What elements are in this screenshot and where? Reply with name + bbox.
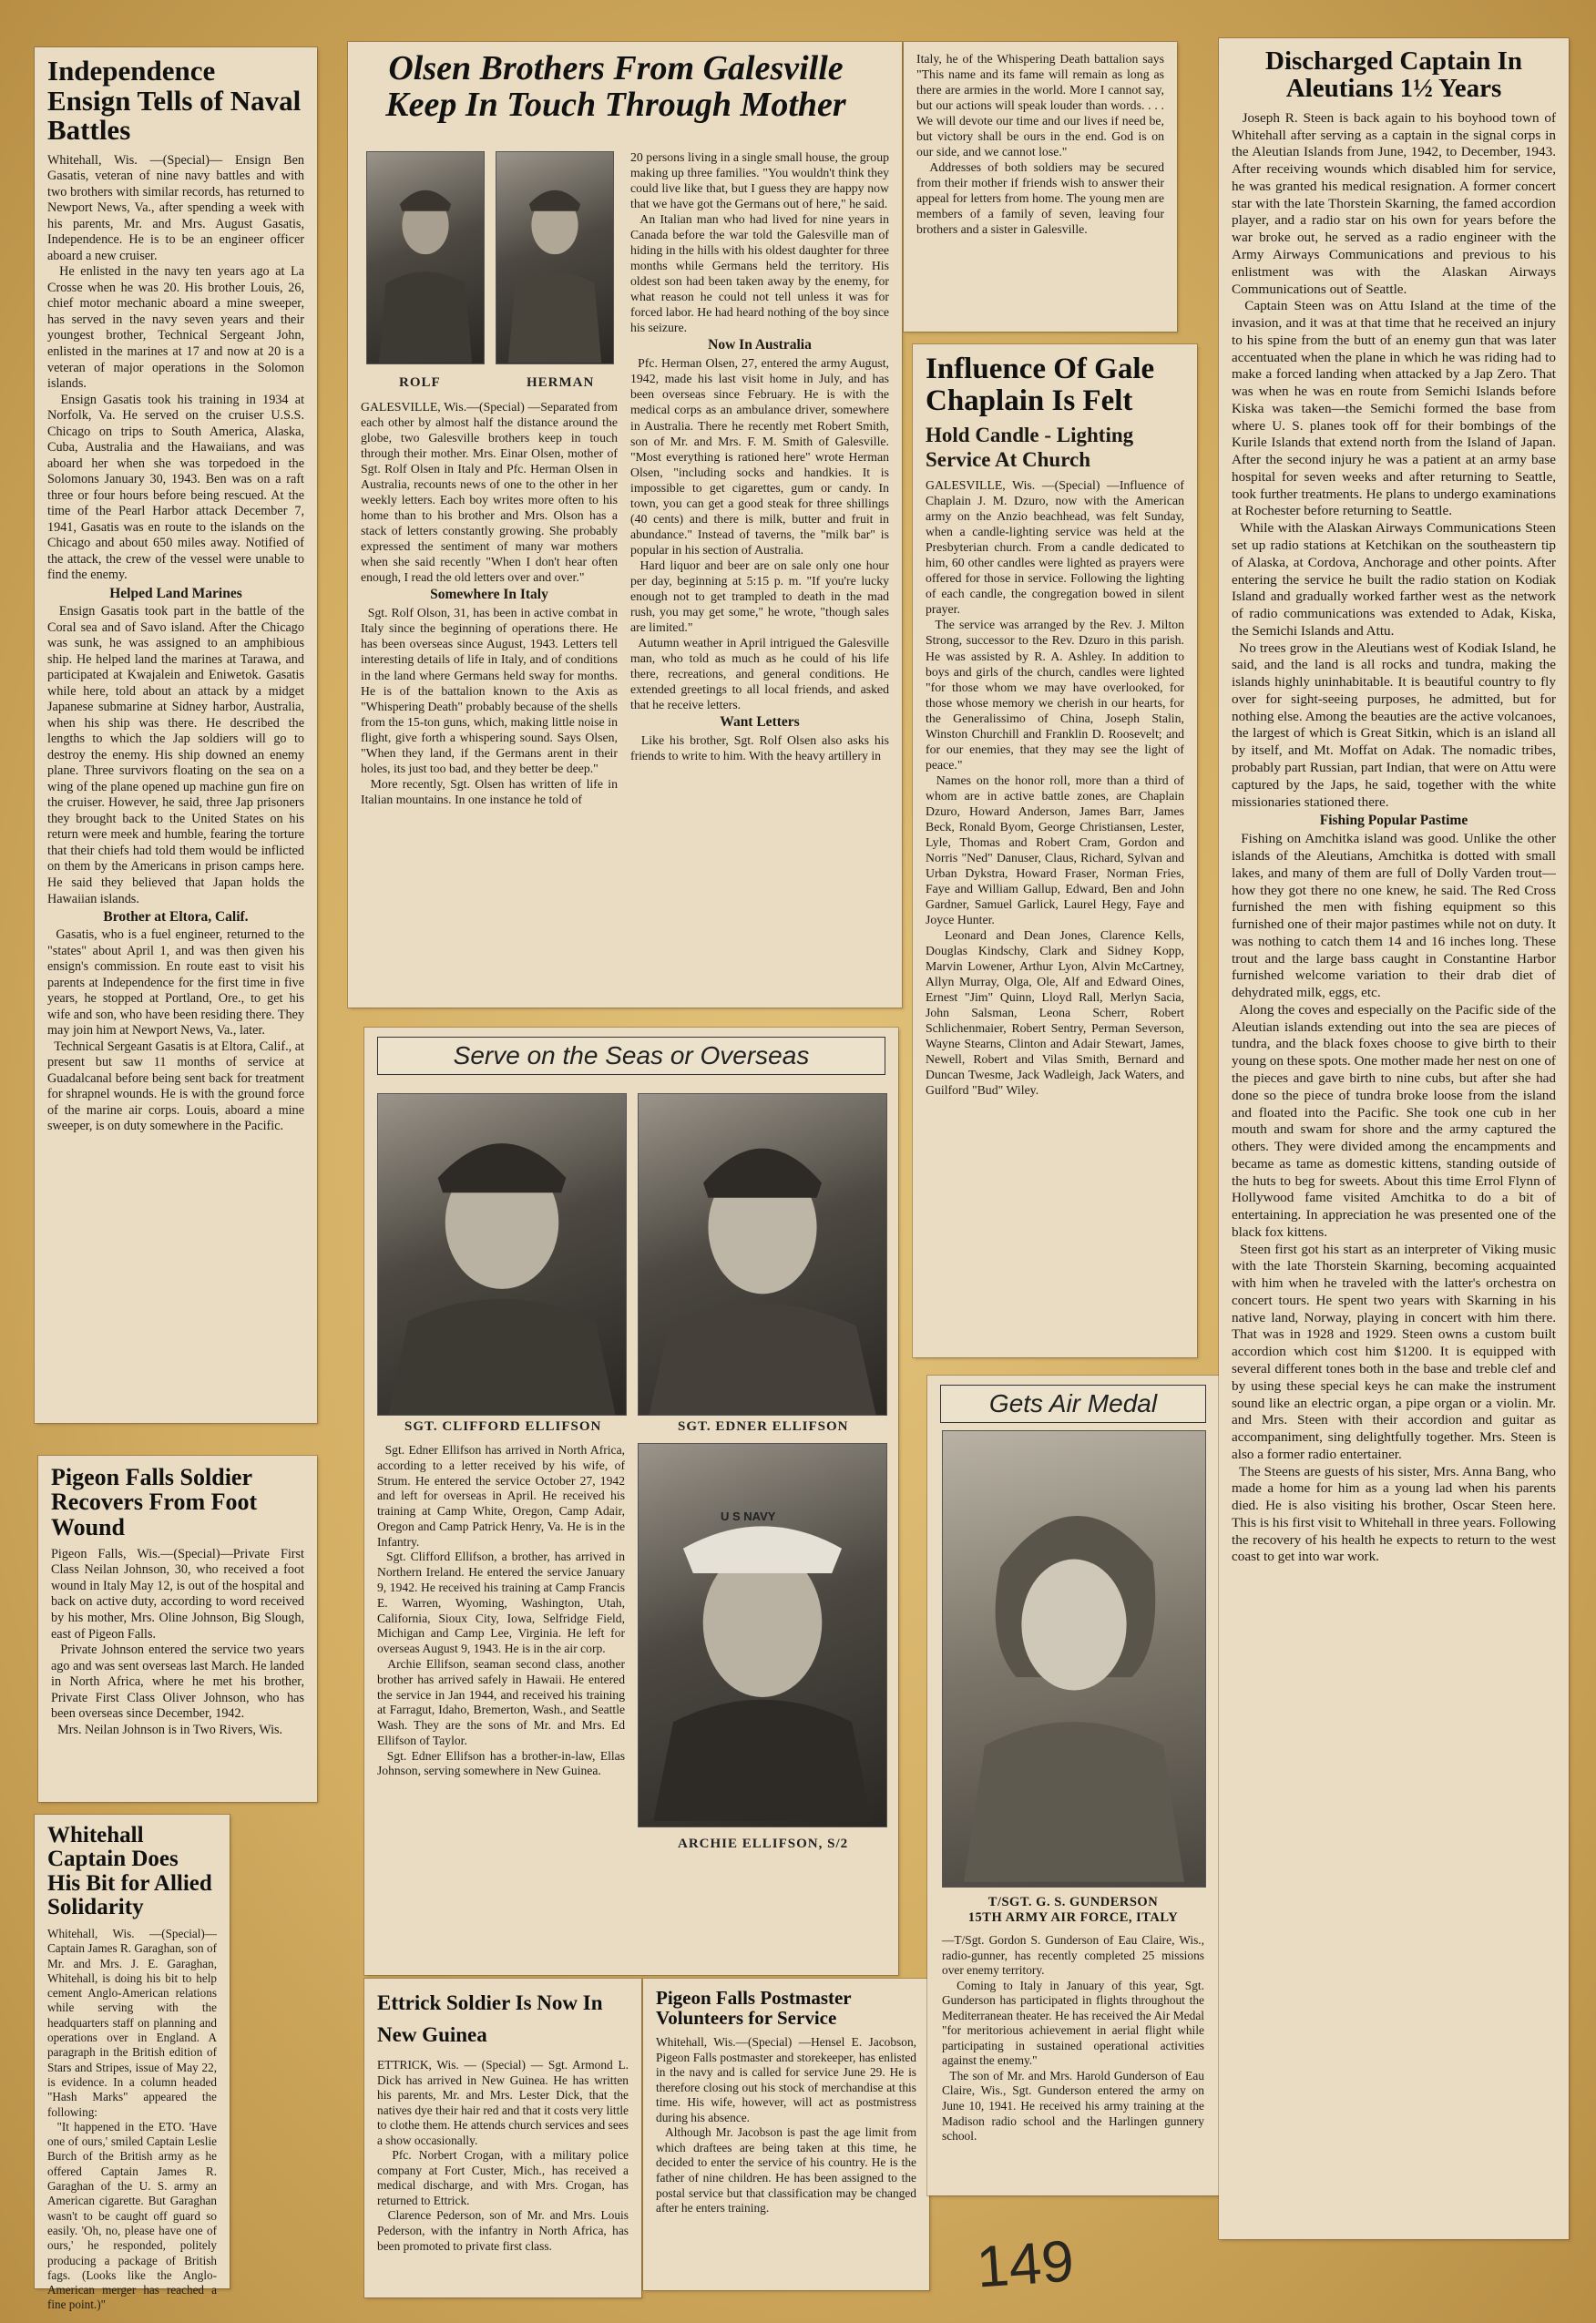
portrait-photo: [942, 1430, 1206, 1888]
article-olsen-continued: [904, 42, 1177, 332]
article-body: Ensign Gasatis took part in the battle of the Coral sea and of Savo island. After the Chicago was sunk, he was assigned to an amphibious ship. He helped land the marines at Tarawa, and participated at Kwajalein and Eniwetok. Gasatis while here, told about an attack by a midget Japanese submarine at Sidney harbor, Australia, when his ship was there. He described the lengths to which the Jap soldiers will go to destroy the enemy. His ship downed an enemy plane. Three survivors floating on the sea on a wing of the plane opened up machine gun fire on the cruiser. However, he said, three Jap prisoners they brought back to the United States on his return were meek and humble, fearing the torture that their chiefs had told them would be inflicted on them by the Americans in prison camps here. He said they believed that Japan holds the Hawaiian islands.: [47, 603, 308, 906]
photo-caption: ARCHIE ELLIFSON, S/2: [678, 1837, 849, 1851]
subhead: Want Letters: [720, 714, 800, 731]
article-body: Like his brother, Sgt. Rolf Olsen also asks his friends to write to him. With the heavy artillery in: [630, 733, 893, 763]
airman-silhouette-icon: [943, 1431, 1205, 1887]
soldier-silhouette-icon: [496, 152, 613, 363]
article-air-medal: [927, 1376, 1219, 2195]
sailor-silhouette-icon: [639, 1444, 886, 1827]
article-pigeon-falls-soldier: [38, 1456, 317, 1802]
section-banner: Serve on the Seas or Overseas: [377, 1037, 885, 1075]
article-body: Sgt. Edner Ellifson has arrived in North Africa, according to a letter received by his wife, of Strum. He entered the service October 27, 1942 and left for overseas in April. He received his training at Camp White, Oregon, Camp Adair, Oregon and Camp Patrick Henry, Va. He is in the Infantry. Sgt. Clifford Ellifson, a brother, has arrived in Northern Ireland. He entered the service January 9, 1942. He received his training at Camp Francis E. Warren, Wyoming, Washington, Utah, California, Sioux City, Iowa, Selfridge Field, Michigan and Camp Lee, Virginia. He left for overseas August 9, 1943. He is in the air corp. Archie Ellifson, seaman second class, another brother has arrived safely in Hawaii. He entered the service in Jan 1944, and received his training at Farragut, Idaho, Bremerton, Wash., and Seattle Wash. They are the sons of Mr. and Mrs. Ed Ellifson of Taylor. Sgt. Edner Ellifson has a brother-in-law, Ellas Johnson, serving somewhere in New Guinea.: [377, 1443, 626, 1778]
article-whitehall-captain: [35, 1815, 230, 2312]
article-body: Whitehall, Wis. —(Special)— Captain James R. Garaghan, son of Mr. and Mrs. J. E. Garaghan, Whitehall, is doing his bit to help cement Anglo-American relations while serving with the headquarters staff on planning and operations over in England. A paragraph in the British edition of Stars and Stripes, issue of May 22, is evidence. In a column headed "Hash Marks" appeared the following: "It happened in the ETO. 'Have one of ours,' smiled Captain Leslie Burch of the British army as he offered Captain James R. Garaghan of the U. S. army an American cigarette. But Garaghan wasn't to be caught off guard so easily. 'Oh, no, please have one of ours,' he responded, politely producing a package of British fags. (Looks like the Anglo-American merger has reached a fine point.)": [47, 1927, 218, 2312]
photo-caption: ROLF: [399, 375, 441, 390]
article-body: Gasatis, who is a fuel engineer, returned to the "states" about April 1, and was then given his ensign's commission. En route east to visit his parents at Independence for the first time in five years, he stopped at Portland, Ore., to get his wife and son, who have been residing there. They may join him at Newport News, Va., later. Technical Sergeant Gasatis is at Eltora, Calif., at present but saw 11 months of service at Guadalcanal before being sent back for treatment for shrapnel wounds. He is with the ground force of the marine air corps. Louis, aboard a mine sweeper, is on duty somewhere in the Pacific.: [47, 927, 305, 1134]
section-banner: Gets Air Medal: [940, 1385, 1206, 1423]
article-body: Whitehall, Wis.—(Special) —Hensel E. Jacobson, Pigeon Falls postmaster and storekeeper, has enlisted in the navy and is called for service June 29. He is therefore closing out his stock of merchandise at this time. His wife, however, will act as postmistress during his absence. Although Mr. Jacobson is past the age limit from which draftees are being taken at this time, he decided to enter the service of his country. He is the father of nine children. He has been assigned to the postal service but that classification may be changed after he enters training.: [656, 2035, 917, 2216]
subhead: Helped Land Marines: [109, 585, 242, 601]
portrait-photo: [366, 151, 485, 364]
soldier-silhouette-icon: [378, 1094, 626, 1415]
olsen-col-2: [630, 149, 893, 997]
subhead: Brother at Eltora, Calif.: [103, 909, 249, 926]
article-ensign: [35, 47, 317, 1423]
subhead: Now In Australia: [708, 337, 812, 353]
photo-caption: T/SGT. G. S. GUNDERSON 15TH ARMY AIR FORCE, ITALY: [967, 1895, 1179, 1925]
article-body: Pfc. Herman Olsen, 27, entered the army August, 1942, made his last visit home in July, and has been overseas since February. He is with the medical corps as an ambulance driver, somewhere in Australia. There he recently met Robert Smith, son of Mr. and Mrs. F. M. Smith of Galesville. "Most everything is rationed here" wrote Herman Olsen, "including socks and handkies. It is impossible to get cigarettes, gum or candy. In town, you can get a good steak for three shillings (40 cents) and there is milk, butter and fruit in abundance." Instead of taverns, the "milk bar" is popular in his section of Australia. Hard liquor and beer are on sale only one hour per day, beginning at 5:15 p. m. "If you're lucky enough not to get trampled to death in the mad rush, you may get some," he wrote, "though sales are limited." Autumn weather in April intrigued the Galesville man, who told as much as he could of his life there, recreations, and general conditions. He extended greetings to all local friends, and asked that he receive letters.: [630, 356, 889, 712]
photo-caption: HERMAN: [527, 375, 595, 390]
article-olsen-brothers: [348, 42, 902, 1008]
article-serve-on-seas: [364, 1028, 898, 1975]
photo-caption: SGT. EDNER ELLIFSON: [678, 1419, 849, 1434]
subheadline: Hold Candle - Lighting Service At Church: [926, 424, 1134, 471]
soldier-silhouette-icon: [367, 152, 484, 363]
headline: Pigeon Falls Soldier Recovers From Foot Wound: [51, 1464, 258, 1540]
headline: Whitehall Captain Does His Bit for Allied Solidarity: [47, 1823, 212, 1919]
headline: Ettrick Soldier Is Now In New Guinea: [377, 1991, 603, 2046]
article-body: Joseph R. Steen is back again to his boyhood town of Whitehall after serving as a captain in the signal corps in the Aleutian Islands from June, 1942, to December, 1943. After receiving wounds which disabled him for service, he was granted his medical resignation. A former concert star with the late Thorstein Skarning, the famed accordion player, and a radio star on his own for years before the war broke out, he served as a radio engineer with the Army Airways Communications and previous to his enlistment was with the Alaskan Airways Communications out of Seattle. Captain Steen was on Attu Island at the time of the invasion, and it was at that time that he received an injury to his spine from the butt of an enemy gun that was later accentuated when the plane in which he was riding had to make a forced landing when attacked by a Jap Zero. That was when he was en route from Semichi Islands before Kiska was taken—the Semichi formed the base from where U. S. planes took off for their bombings of the Kurile Islands that extend north from the Island of Japan. After the second injury he was a patient at an army base hospital for seven weeks and after returning to Seattle, took further treatments. He plans to undergo examinations at Rochester before returning to Seattle. While with the Alaskan Airways Communications Steen set up radio stations at Ketchikan on the southeastern tip of Alaska, at Cordova, Anchorage and other points. After entering the service he built the radio station on Kodiak Island and gradually worked farther west as the network of radio communications was extended to Adak, Kiska, the Semichi Islands and Attu. No trees grow in the Aleutians west of Kodiak Island, he said, and the land is all rocks and tundra, making the islands highly uninhabitable. It is beautiful country to fly over for sight-seeing purposes, he admitted, but for nothing else. Among the beauties are the active volcanoes, the largest of which is Great Sitkin, which is an island all by itself, and Mt. Moffat on Adak. The nomadic tribes, probably part Russian, part Indian, that were on Attu were captured by the Japs, he said, together with the white missionaries stationed there.: [1232, 109, 1557, 810]
article-body: GALESVILLE, Wis.—(Special) —Separated from each other by almost half the distance around the globe, two Galesville brothers keep in touch through their mother. Mrs. Einar Olsen, mother of Sgt. Rolf Olsen in Italy and Pfc. Herman Olsen in Australia, recounts news of one to the other in her weekly letters. Each boy writes more often to his home than to his brother and Mrs. Olson has a stack of letters constantly growing. She probably expressed the sentiment of many war mothers when she said recently "When I don't hear often enough, I read the old letters over and over.": [361, 400, 621, 585]
article-body: —T/Sgt. Gordon S. Gunderson of Eau Claire, Wis., radio-gunner, has recently completed 25 missions over enemy territory. Coming to Italy in January of this year, Sgt. Gunderson has participated in flights throughout the Mediterranean theater. He has received the Air Medal "for meritorious achievement in aerial flight while participating in sustained operational activities against the enemy." The son of Mr. and Mrs. Harold Gunderson of Eau Claire, Wis., Sgt. Gunderson entered the army on June 10, 1941. He received his army training at the Madison radio school and the Harlingen gunnery school.: [942, 1933, 1204, 2144]
article-aleutians-captain: [1219, 38, 1569, 2239]
photo-caption: SGT. CLIFFORD ELLIFSON: [404, 1419, 602, 1434]
article-body: Fishing on Amchitka island was good. Unlike the other islands of the Aleutians, Amchitka is dotted with small lakes, and many of them are full of Dolly Varden trout—how they got there no one knew, he said. The Red Cross furnished the men with fishing equipment so this furnished one of their major pastimes while not on duty. It was nothing to catch them 14 and 16 inches long. These trout and the large bass caught in Constantine Harbor furnished welcome variation to their drab diet of dehydrated milk, eggs, etc. Along the coves and especially on the Pacific side of the Aleutian islands extending out into the sea are pieces of tundra, and the black foxes choose to give birth to their young on these spots. One mother made her nest on one of the pieces and gave birth to nine cubs, but after she had done so the piece of tundra broke loose from the island and floated into the Pacific. She took one cub in her mouth and swam for shore and the army captured the others. They were divided among the encampments and became as tame as domestic kittens, standing outside of the huts to beg for sweets. About this time Errol Flynn of Hollywood fame visited Amchitka to do a bit of entertaining. In appreciation he was presented one of the black fox kittens. Steen first got his start as an interpreter of Viking music with the late Thorstein Skarning, becoming acquainted with him when he traveled with the latter's orchestra on concert tours. He spent two years with Skarning in his native land, Norway, playing in concert with him there. That was in 1928 and 1929. Steen owns a custom built accordion which cost him $1200. It is equipped with several different tones both in the base and treble clef and by using these special keys he can make the instrument sound like an electric organ, a pipe organ or a violin. Mr. and Mrs. Steen with their accordion and guitar as accompaniment, sing delightfully together. Mrs. Steen is also a former radio entertainer. The Steens are guests of his sister, Mrs. Anna Bang, who made a home for him as a young lad when his parents died. He is also visiting his brother, Oscar Steen here. This is his first visit to Whitehall in three years. Following the recovery of his health he expects to return to the west coast to get into war work.: [1232, 831, 1556, 1565]
portrait-photo: [638, 1093, 887, 1416]
headline: Influence Of Gale Chaplain Is Felt: [926, 353, 1155, 417]
subhead: Fishing Popular Pastime: [1319, 813, 1468, 829]
article-gale-chaplain: [913, 344, 1197, 1357]
article-ettrick-soldier: [364, 1979, 641, 2297]
article-body: Italy, he of the Whispering Death battalion says "This name and its fame will remain as long as there are armies in the world. More I cannot say, but our actions will speak louder than words. . . . We will devote our time and our lives if need be, but victory shall be ours in the end. God is on our side, and we cannot lose." Addresses of both soldiers may be secured from their mother if friends wish to answer their appeal for letters from home. The young men are members of a family of seven, leaving four brothers and a sister in Galesville.: [916, 52, 1164, 237]
subhead: Somewhere In Italy: [430, 587, 548, 603]
portrait-photo: [496, 151, 614, 364]
handwritten-page-number: 149: [974, 2227, 1077, 2300]
article-pigeon-falls-postmaster: [643, 1979, 929, 2290]
olsen-col-1: [361, 151, 621, 998]
article-body: 20 persons living in a single small house, the group making up three families. "You wouldn't think they could live like that, but I guess they are happy now that we have got the Germans out of here," he said. An Italian man who had lived for nine years in Canada before the war told the Galesville man of hiding in the hills with his oldest daughter for three months while Germans held the territory. His oldest son had been taken away by the enemy, for what reason he could not tell unless it was for forced labor. He had heard nothing of the boy since his seizure.: [630, 150, 889, 335]
headline: Olsen Brothers From Galesville Keep In Touch Through Mother: [385, 49, 846, 124]
portrait-photo: [638, 1443, 887, 1827]
cap-label: U S NAVY: [721, 1509, 776, 1523]
headline: Pigeon Falls Postmaster Volunteers for Service: [656, 1987, 852, 2030]
article-body: ETTRICK, Wis. — (Special) — Sgt. Armond L. Dick has arrived in New Guinea. He has written his parents, Mr. and Mrs. Lester Dick, that the natives dye their hair red and that it costs very little to clothe them. He attends church services and sees a show occasionally. Pfc. Norbert Crogan, with a military police company at Fort Custer, Mich., has received a medical discharge, and with Mrs. Crogan, has returned to Ettrick. Clarence Pederson, son of Mr. and Mrs. Louis Pederson, with the infantry in North Africa, has been promoted to private first class.: [377, 2058, 629, 2253]
headline: Independence Ensign Tells of Naval Battles: [47, 55, 302, 147]
headline: Discharged Captain In Aleutians 1½ Years: [1265, 46, 1522, 104]
article-body: Whitehall, Wis. —(Special)— Ensign Ben Gasatis, veteran of nine navy battles and with two brothers with similar records, has returned to Newport News, Va., after spending a week with his parents, Mr. and Mrs. August Gasatis, Independence. He is to be an engineer officer aboard a new cruiser. He enlisted in the navy ten years ago at La Crosse when he was 20. His brother Louis, 26, chief motor mechanic aboard a mine sweeper, has served in the navy seven years and their youngest brother, Technical Sergeant John, enlisted in the marines at 17 and now at 20 is a veteran of major operations in the Solomon islands. Ensign Gasatis took his training in 1934 at Norfolk, Va. He served on the cruiser U.S.S. Chicago on trips to South America, Alaska, Cuba, Australia and the Hawaiians, and was aboard her when she was torpedoed in the Solomons January 30, 1943. Ben was on a raft three or four hours before being rescued. At the time of the Pearl Harbor attack December 7, 1941, Gasatis was en route to the islands on the Chicago and about 650 miles away. Notified of the attack, the crew of the vessel were unable to find the enemy.: [47, 152, 305, 583]
article-body: Pigeon Falls, Wis.—(Special)—Private First Class Neilan Johnson, 30, who received a foot wound in Italy May 12, is out of the hospital and back on active duty, according to word received by his mother, Mrs. Oline Johnson, Big Slough, east of Pigeon Falls. Private Johnson entered the service two years ago and was sent overseas last March. He landed in North Africa, where he met his brother, Private First Class Oliver Johnson, who has been overseas since December, 1942. Mrs. Neilan Johnson is in Two Rivers, Wis.: [51, 1546, 305, 1737]
portrait-photo: [377, 1093, 627, 1416]
article-body: Sgt. Rolf Olson, 31, has been in active combat in Italy since the beginning of operations there. He has been overseas since August, 1943. Letters tell interesting details of life in Italy, and of conditions in the land where Germans held sway for months. He is of the battalion known to the Axis as "Whispering Death" probably because of the shells from the 15-ton guns, which, making little noise in flight, give forth a whispering sound. Says Olsen, "When they land, if the Germans arent in their holes, its just too bad, and they better be deep." More recently, Sgt. Olsen has written of life in Italian mountains. In one instance he told of: [361, 606, 618, 806]
article-body: GALESVILLE, Wis. —(Special) —Influence of Chaplain J. M. Dzuro, now with the American army on the Anzio beachhead, was felt Sunday, when a candle-lighting service was held at the Presbyterian church. From a candle dedicated to him, 60 other candles were lighted as prayers were offered for those in service. Following the lighting of each candle, the congregation bowed in silent prayer. The service was arranged by the Rev. J. Milton Strong, successor to the Rev. Dzuro in this parish. He was assisted by R. A. Ashley. In addition to boys and girls of the church, candles were lighted "for those whom we may have overlooked, for those whose memory we cherish in our hearts, for the Generalissimo of China, Joseph Stalin, Winston Churchill and Franklin D. Roosevelt; and for our enemies, that they may see the light of peace." Names on the honor roll, more than a third of whom are in active battle zones, are Chaplain Dzuro, Howard Anderson, James Barr, James Beck, Ronald Byom, George Christiansen, Lester, Lyle, Thomas and Robert Cram, Gordon and Norris "Ned" Danuser, Claus, Richard, Sylvan and Urban Dykstra, Howard Fraser, Norman Fries, Faye and William Gallup, Edward, Ben and John Gardner, Samuel Garlick, Laurel Hegy, Faye and Joyce Hunter. Leonard and Dean Jones, Clarence Kells, Douglas Kindschy, Clark and Sidney Kopp, Marvin Lowener, Arthur Lyon, Alvin McCartney, Allyn Murray, Olga, Ole, Alf and Edward Oines, Ernest "Jim" Quinn, Lloyd Rall, Merlyn Sacia, John Salsman, Leona Scherr, Robert Schlichenmaier, Robert Sentry, Perman Severson, Wayne Stearns, Clinton and Adair Stewart, James, Newell, Robert and Vilas Smith, Bernard and Duncan Twesme, Jack Wadleigh, Jack Waters, and Guilford "Bud" Wiley.: [926, 478, 1184, 1098]
soldier-silhouette-icon: [639, 1094, 886, 1415]
